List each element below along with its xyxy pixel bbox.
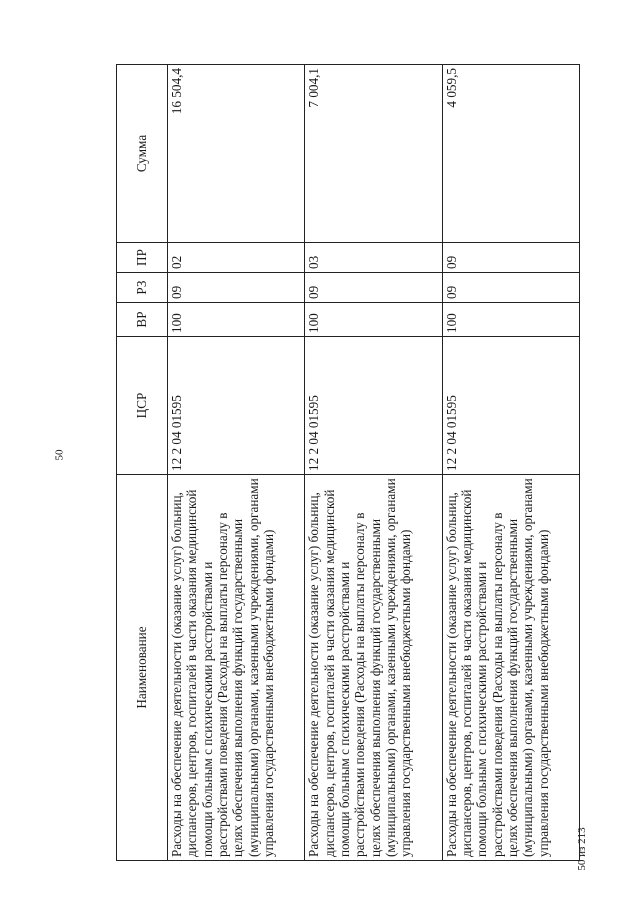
row-vr: 100 — [305, 303, 442, 337]
header-rz: РЗ — [117, 273, 168, 303]
row-sum: 4 059,5 — [442, 65, 579, 243]
row-name: Расходы на обеспечение деятельности (оказание услуг) больниц, диспансеров, центров, госпиталей в части оказания медицинской помощи больным с психическими расстройствами и расстройствами поведения (Расходы на выплаты персоналу в целях обеспечения выполнения функций государственными (муниципальными) органами, казенными учреждениями, органами управления государственными внебюджетными фондами) — [305, 475, 442, 861]
row-csr: 12 2 04 01595 — [442, 337, 579, 475]
header-csr: ЦСР — [117, 337, 168, 475]
header-name: Наименование — [117, 475, 168, 861]
table-row — [442, 65, 579, 861]
row-csr: 12 2 04 01595 — [168, 337, 305, 475]
row-vr: 100 — [168, 303, 305, 337]
row-pr: 09 — [442, 243, 579, 273]
row-csr: 12 2 04 01595 — [305, 337, 442, 475]
row-sum: 16 504,4 — [168, 65, 305, 243]
row-name: Расходы на обеспечение деятельности (оказание услуг) больниц, диспансеров, центров, госпиталей в части оказания медицинской помощи больным с психическими расстройствами и расстройствами поведения (Расходы на выплаты персоналу в целях обеспечения выполнения функций государственными (муниципальными) органами, казенными учреждениями, органами управления государственными внебюджетными фондами) — [442, 475, 579, 861]
budget-table-container — [116, 65, 580, 861]
header-pr: ПР — [117, 243, 168, 273]
row-rz: 09 — [168, 273, 305, 303]
row-pr: 03 — [305, 243, 442, 273]
row-name: Расходы на обеспечение деятельности (оказание услуг) больниц, диспансеров, центров, госпиталей в части оказания медицинской помощи больным с психическими расстройствами и расстройствами поведения (Расходы на выплаты персоналу в целях обеспечения выполнения функций государственными (муниципальными) органами, казенными учреждениями, органами управления государственными внебюджетными фондами) — [168, 475, 305, 861]
row-rz: 09 — [305, 273, 442, 303]
header-sum: Сумма — [117, 65, 168, 243]
header-vr: ВР — [117, 303, 168, 337]
row-pr: 02 — [168, 243, 305, 273]
row-vr: 100 — [442, 303, 579, 337]
budget-table — [116, 64, 580, 861]
page-number: 50 — [53, 449, 66, 461]
table-row — [305, 65, 442, 861]
table-header-row — [117, 65, 168, 861]
table-row — [168, 65, 305, 861]
row-sum: 7 004,1 — [305, 65, 442, 243]
row-rz: 09 — [442, 273, 579, 303]
page-footer: 50 из 213 — [576, 827, 588, 871]
